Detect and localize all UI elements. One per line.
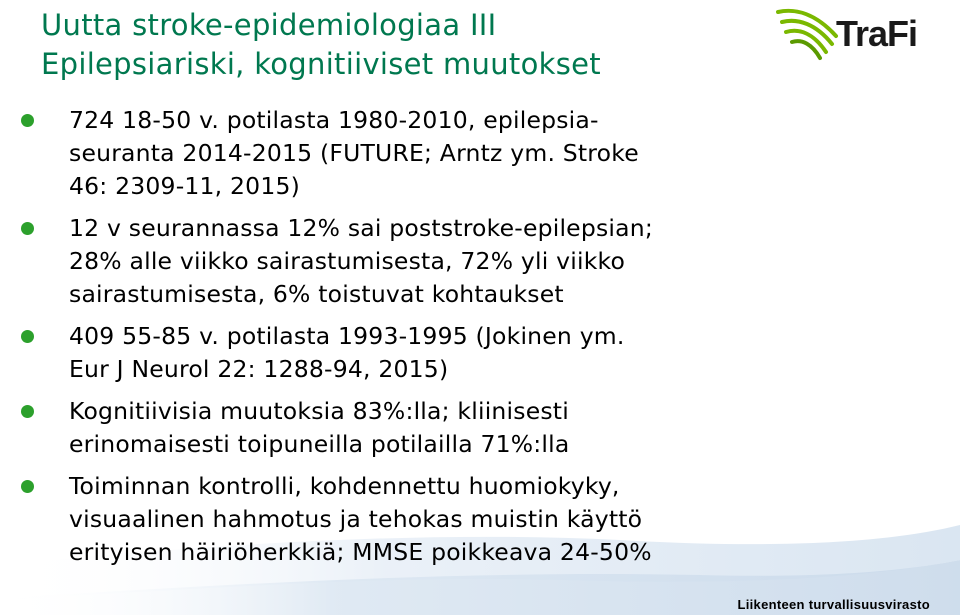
bullet-line: 46: 2309-11, 2015) bbox=[69, 172, 300, 200]
bullet-item bbox=[20, 470, 820, 569]
bullet-line: 409 55-85 v. potilasta 1993-1995 (Jokinen ym. bbox=[69, 322, 625, 350]
bullet-line: Toiminnan kontrolli, kohdennettu huomiokyky, bbox=[69, 472, 620, 500]
bullet-dot-icon bbox=[21, 114, 34, 127]
bullet-line: 12 v seurannassa 12% sai poststroke-epilepsian; bbox=[69, 214, 653, 242]
bullet-dot-icon bbox=[21, 222, 34, 235]
bullet-line: Eur J Neurol 22: 1288-94, 2015) bbox=[69, 355, 449, 383]
bullet-item bbox=[20, 395, 820, 461]
bullet-line: visuaalinen hahmotus ja tehokas muistin käyttö bbox=[69, 505, 643, 533]
bullet-dot-icon bbox=[21, 405, 34, 418]
bullet-item bbox=[20, 320, 820, 386]
bullet-line: erityisen häiriöherkkiä; MMSE poikkeava 24-50% bbox=[69, 538, 652, 566]
title-line-1: Uutta stroke-epidemiologiaa III bbox=[41, 8, 497, 42]
slide-title bbox=[41, 6, 761, 84]
bullet-item bbox=[20, 104, 820, 203]
title-line-2: Epilepsiariski, kognitiiviset muutokset bbox=[41, 47, 601, 81]
bullet-dot-icon bbox=[21, 480, 34, 493]
bullet-line: erinomaisesti toipuneilla potilailla 71%:lla bbox=[69, 430, 570, 458]
trafi-wave-icon bbox=[776, 6, 840, 64]
bullet-line: 28% alle viikko sairastumisesta, 72% yli viikko bbox=[69, 247, 626, 275]
footer-agency-name: Liikenteen turvallisuusvirasto bbox=[737, 597, 930, 612]
bullet-line: sairastumisesta, 6% toistuvat kohtaukset bbox=[69, 280, 564, 308]
bullet-line: 724 18-50 v. potilasta 1980-2010, epilepsia- bbox=[69, 106, 599, 134]
bullet-item bbox=[20, 212, 820, 311]
bullet-dot-icon bbox=[21, 330, 34, 343]
bullet-list bbox=[20, 104, 820, 578]
bullet-line: Kognitiivisia muutoksia 83%:lla; kliinisesti bbox=[69, 397, 569, 425]
logo-text: TraFi bbox=[836, 13, 918, 54]
bullet-line: seuranta 2014-2015 (FUTURE; Arntz ym. Stroke bbox=[69, 139, 639, 167]
trafi-logo bbox=[776, 6, 936, 64]
